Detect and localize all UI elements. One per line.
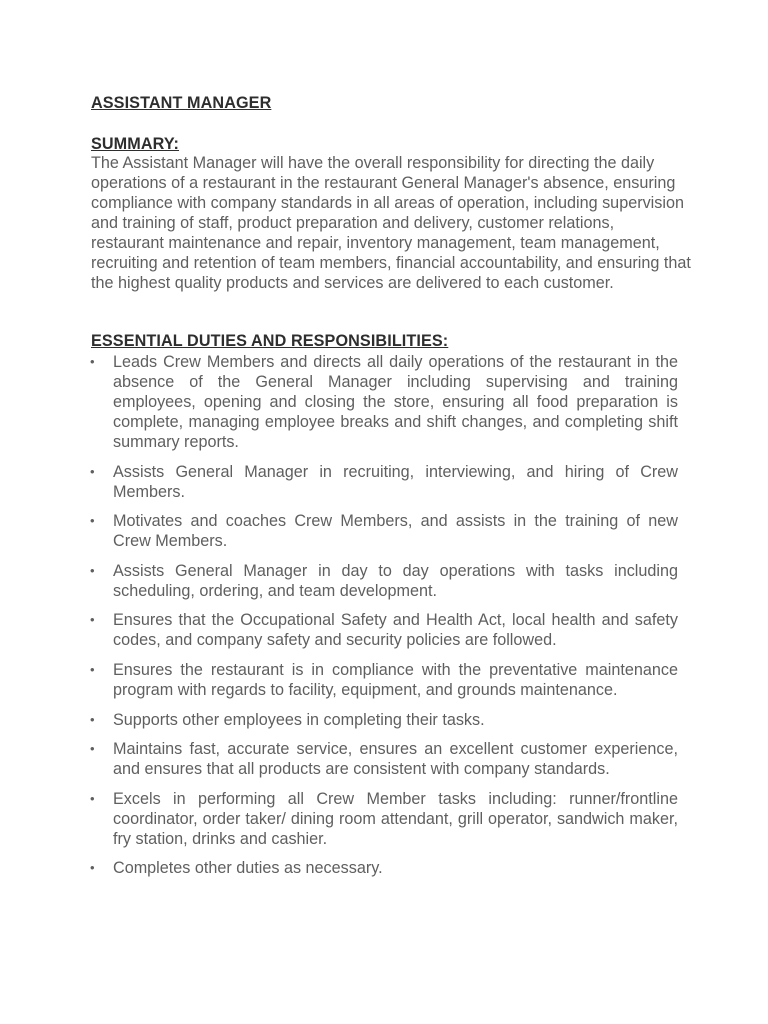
duties-heading: ESSENTIAL DUTIES AND RESPONSIBILITIES:: [91, 332, 449, 350]
duties-list: [91, 352, 678, 888]
duty-item: [91, 858, 678, 878]
bullet-icon: •: [90, 354, 95, 369]
bullet-icon: •: [90, 661, 95, 677]
duty-text: Assists General Manager in day to day operations with tasks including scheduling, ordering, and team development.: [113, 561, 678, 600]
duty-item: [91, 710, 678, 730]
duty-item: [91, 352, 678, 452]
duty-item: [91, 739, 678, 779]
bullet-icon: •: [90, 612, 95, 628]
duty-text: Completes other duties as necessary.: [113, 859, 383, 878]
summary-heading: SUMMARY:: [91, 135, 180, 153]
duty-text: Supports other employees in completing their tasks.: [113, 710, 485, 729]
duty-text: Maintains fast, accurate service, ensures an excellent customer experience, and ensures that all products are consistent with company standards.: [113, 740, 678, 779]
bullet-icon: •: [90, 513, 95, 529]
bullet-icon: •: [90, 711, 95, 727]
duty-text: Ensures that the Occupational Safety and Health Act, local health and safety codes, and company safety and security policies are followed.: [113, 611, 678, 650]
bullet-icon: •: [90, 463, 95, 479]
bullet-icon: •: [90, 562, 95, 578]
duty-item: [91, 610, 678, 650]
duty-text: Motivates and coaches Crew Members, and assists in the training of new Crew Members.: [113, 512, 678, 551]
duty-item: [91, 511, 678, 551]
bullet-icon: •: [90, 860, 95, 876]
duty-item: [91, 462, 678, 502]
page-title: ASSISTANT MANAGER: [91, 94, 272, 112]
duty-item: [91, 789, 678, 849]
duty-text: Leads Crew Members and directs all daily operations of the restaurant in the absence of the General Manager including supervising and training employees, opening and closing the store, ensuring all food preparation is complete, managing employee breaks and shift changes, and completing shift summary reports.: [113, 353, 678, 451]
duty-item: [91, 660, 678, 700]
duty-text: Assists General Manager in recruiting, interviewing, and hiring of Crew Members.: [113, 462, 678, 501]
bullet-icon: •: [90, 790, 95, 806]
duty-text: Ensures the restaurant is in compliance with the preventative maintenance program with regards to facility, equipment, and grounds maintenance.: [113, 660, 678, 699]
duty-item: [91, 561, 678, 601]
summary-paragraph: The Assistant Manager will have the overall responsibility for directing the daily operations of a restaurant in the restaurant General Manager's absence, ensuring compliance with company standards in all areas of operation, including supervision and training of staff, product preparation and delivery, customer relations, restaurant maintenance and repair, inventory management, team management, recruiting and retention of team members, financial accountability, and ensuring that the highest quality products and services are delivered to each customer.: [91, 154, 691, 292]
duty-text: Excels in performing all Crew Member tasks including: runner/frontline coordinator, order taker/ dining room attendant, grill operator, sandwich maker, fry station, drinks and cashier.: [113, 789, 678, 848]
bullet-icon: •: [90, 741, 95, 757]
